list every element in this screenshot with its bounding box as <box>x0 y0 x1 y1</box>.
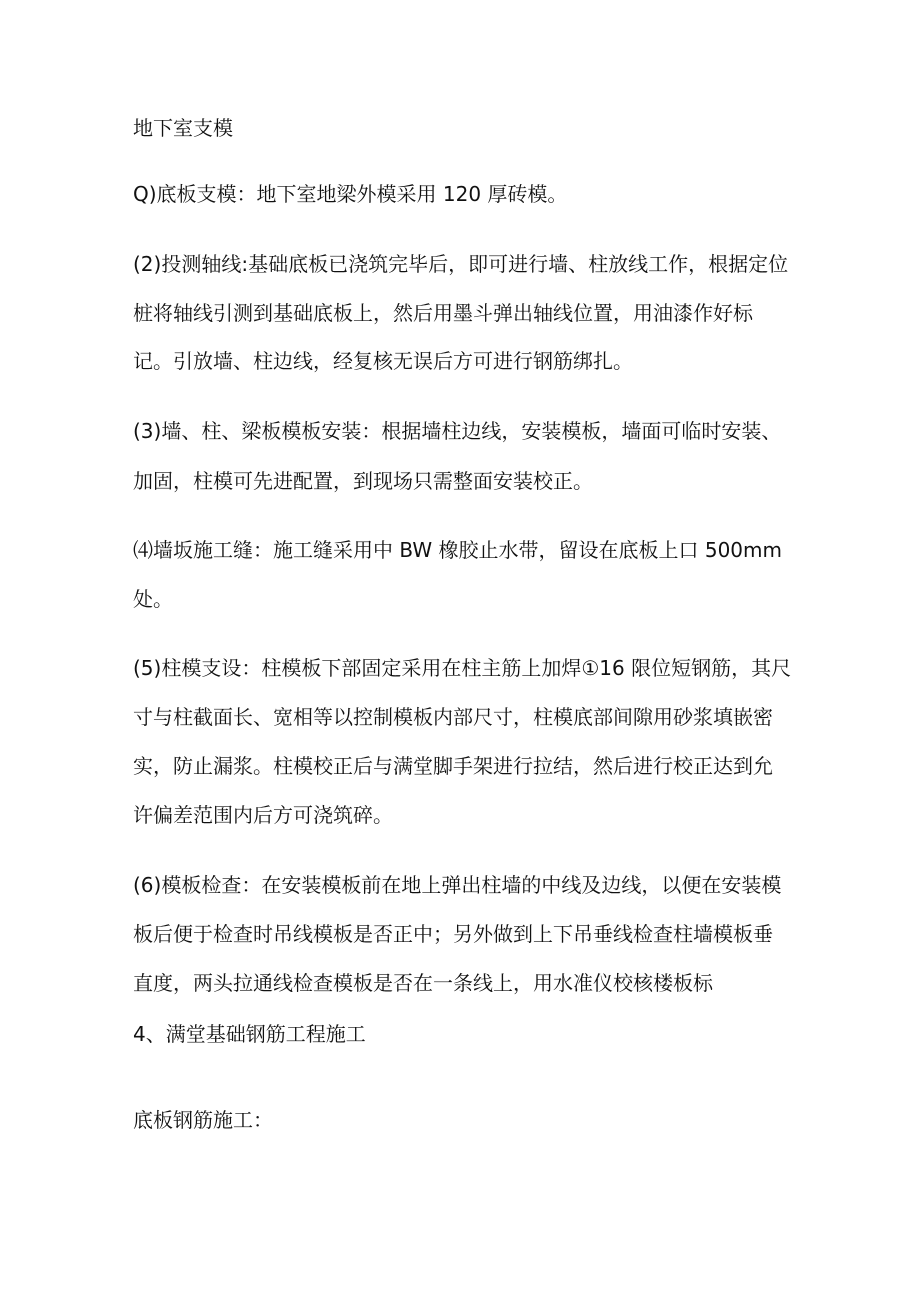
paragraph-line: 板后便于检查时吊线模板是否正中；另外做到上下吊垂线检查柱墙模板垂 <box>133 922 773 946</box>
paragraph-line: 寸与柱截面长、宽相等以控制模板内部尺寸，柱模底部间隙用砂浆填嵌密 <box>133 705 773 729</box>
paragraph-line: 直度，两头拉通线检查模板是否在一条线上，用水准仪校核楼板标 <box>133 971 713 995</box>
paragraph-line: (5)柱模支设：柱模板下部固定采用在柱主筋上加焊①16 限位短钢筋，其尺 <box>133 656 792 680</box>
paragraph-line: 桩将轴线引测到基础底板上，然后用墨斗弹出轴线位置，用油漆作好标 <box>133 301 753 325</box>
paragraph-line: 加固，柱模可先进配置，到现场只需整面安装校正。 <box>133 469 593 493</box>
paragraph-line: 许偏差范围内后方可浇筑碎。 <box>133 803 393 827</box>
paragraph-line: (6)模板检查：在安装模板前在地上弹出柱墙的中线及边线，以便在安装模 <box>133 873 782 897</box>
paragraph-line: Q)底板支模：地下室地梁外模采用 120 厚砖模。 <box>133 182 568 206</box>
paragraph-line: 处。 <box>133 587 173 611</box>
paragraph-line: (2)投测轴线:基础底板已浇筑完毕后，即可进行墙、柱放线工作，根据定位 <box>133 252 789 276</box>
paragraph-line: 记。引放墙、柱边线，经复核无误后方可进行钢筋绑扎。 <box>133 349 633 373</box>
section-heading: 4、满堂基础钢筋工程施工 <box>133 1022 366 1046</box>
paragraph-line: (3)墙、柱、梁板模板安装：根据墙柱边线，安装模板，墙面可临时安装、 <box>133 419 782 443</box>
subheading: 底板钢筋施工： <box>133 1108 273 1132</box>
paragraph-line: 实，防止漏浆。柱模校正后与满堂脚手架进行拉结，然后进行校正达到允 <box>133 754 773 778</box>
paragraph-line: ⑷墙坂施工缝：施工缝采用中 BW 橡胶止水带，留设在底板上口 500mm <box>133 538 782 562</box>
document-heading: 地下室支模 <box>133 116 233 140</box>
